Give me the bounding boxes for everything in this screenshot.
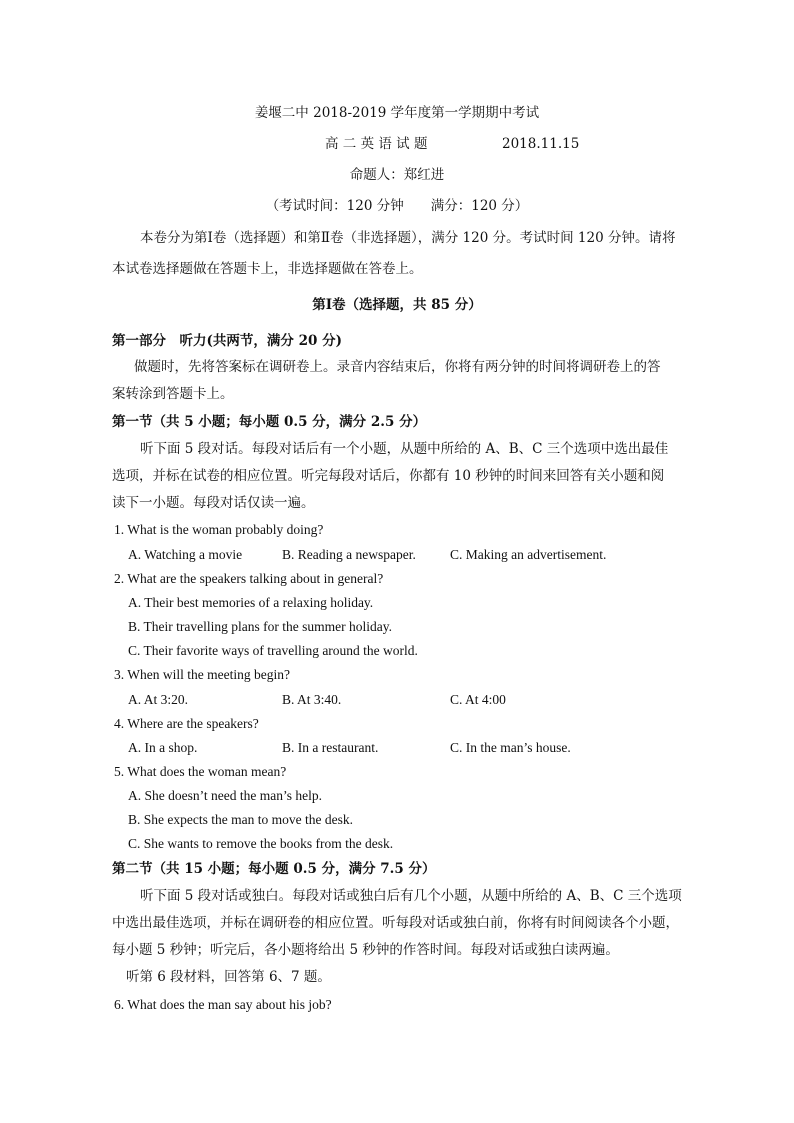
question-3-option-a: A. At 3:20. (128, 692, 189, 707)
question-4-option-a: A. In a shop. (128, 740, 198, 755)
question-5-option-a: A. She doesn’t need the man’s help. (128, 788, 322, 803)
question-2: 2. What are the speakers talking about in general? (114, 571, 384, 586)
section-1-instruction-1: 听下面 5 段对话。每段对话后有一个小题，从题中所给的 A、B、C 三个选项中选出最佳 (140, 441, 669, 457)
question-2-option-c: C. Their favorite ways of travelling around the world. (128, 643, 418, 658)
question-4: 4. Where are the speakers? (114, 716, 259, 731)
question-6: 6. What does the man say about his job? (114, 997, 332, 1012)
question-3-option-c: C. At 4:00 (450, 692, 506, 707)
exam-author: 命题人：郑红进 (349, 167, 445, 183)
section-1-instruction-3: 读下一小题。每段对话仅读一遍。 (112, 495, 315, 511)
exam-subject: 高 二 英 语 试 题 (325, 136, 428, 152)
question-4-option-b: B. In a restaurant. (282, 740, 379, 755)
section-1-instruction-2: 选项，并标在试卷的相应位置。听完每段对话后，你都有 10 秒钟的时间来回答有关小题和阅 (112, 468, 665, 484)
question-1: 1. What is the woman probably doing? (114, 522, 324, 537)
exam-title: 姜堰二中 2018-2019 学年度第一学期期中考试 (254, 105, 540, 121)
question-4-option-c: C. In the man’s house. (450, 740, 571, 755)
question-1-option-b: B. Reading a newspaper. (282, 547, 416, 562)
question-5-option-c: C. She wants to remove the books from the desk. (128, 836, 394, 851)
question-2-option-b: B. Their travelling plans for the summer holiday. (128, 619, 392, 634)
intro-line-2: 本试卷选择题做在答题卡上，非选择题做在答卷上。 (112, 261, 423, 277)
part-1-title: 第一部分 听力(共两节，满分 20 分) (112, 333, 342, 349)
part-1-instruction-1: 做题时，先将答案标在调研卷上。录音内容结束后，你将有两分钟的时间将调研卷上的答 (134, 359, 661, 375)
question-3-option-b: B. At 3:40. (282, 692, 342, 707)
section-1-title: 第一节（共 5 小题；每小题 0.5 分，满分 2.5 分） (112, 414, 427, 430)
section-2-instruction-3: 每小题 5 秒钟；听完后，各小题将给出 5 秒钟的作答时间。每段对话或独白读两遍。 (112, 942, 619, 958)
part-1-instruction-2: 案转涂到答题卡上。 (112, 386, 234, 402)
question-1-option-c: C. Making an advertisement. (450, 547, 607, 562)
volume-1-title: 第Ⅰ卷（选择题，共 85 分） (312, 297, 482, 313)
intro-line-1: 本卷分为第Ⅰ卷（选择题）和第Ⅱ卷（非选择题），满分 120 分。考试时间 120 分钟。请将 (140, 230, 676, 246)
section-2-title: 第二节（共 15 小题；每小题 0.5 分，满分 7.5 分） (112, 861, 436, 877)
section-2-instruction-1: 听下面 5 段对话或独白。每段对话或独白后有几个小题，从题中所给的 A、B、C 三个选项 (140, 888, 682, 904)
exam-time-info: （考试时间：120 分钟 满分：120 分） (265, 198, 529, 214)
question-2-option-a: A. Their best memories of a relaxing holiday. (128, 595, 374, 610)
question-5-option-b: B. She expects the man to move the desk. (128, 812, 353, 827)
question-1-option-a: A. Watching a movie (128, 547, 243, 562)
exam-date: 2018.11.15 (502, 136, 580, 152)
question-5: 5. What does the woman mean? (114, 764, 287, 779)
listen-note-6-7: 听第 6 段材料，回答第 6、7 题。 (126, 969, 331, 985)
question-3: 3. When will the meeting begin? (114, 667, 290, 682)
section-2-instruction-2: 中选出最佳选项，并标在调研卷的相应位置。听每段对话或独白前，你将有时间阅读各个小题， (112, 915, 679, 931)
